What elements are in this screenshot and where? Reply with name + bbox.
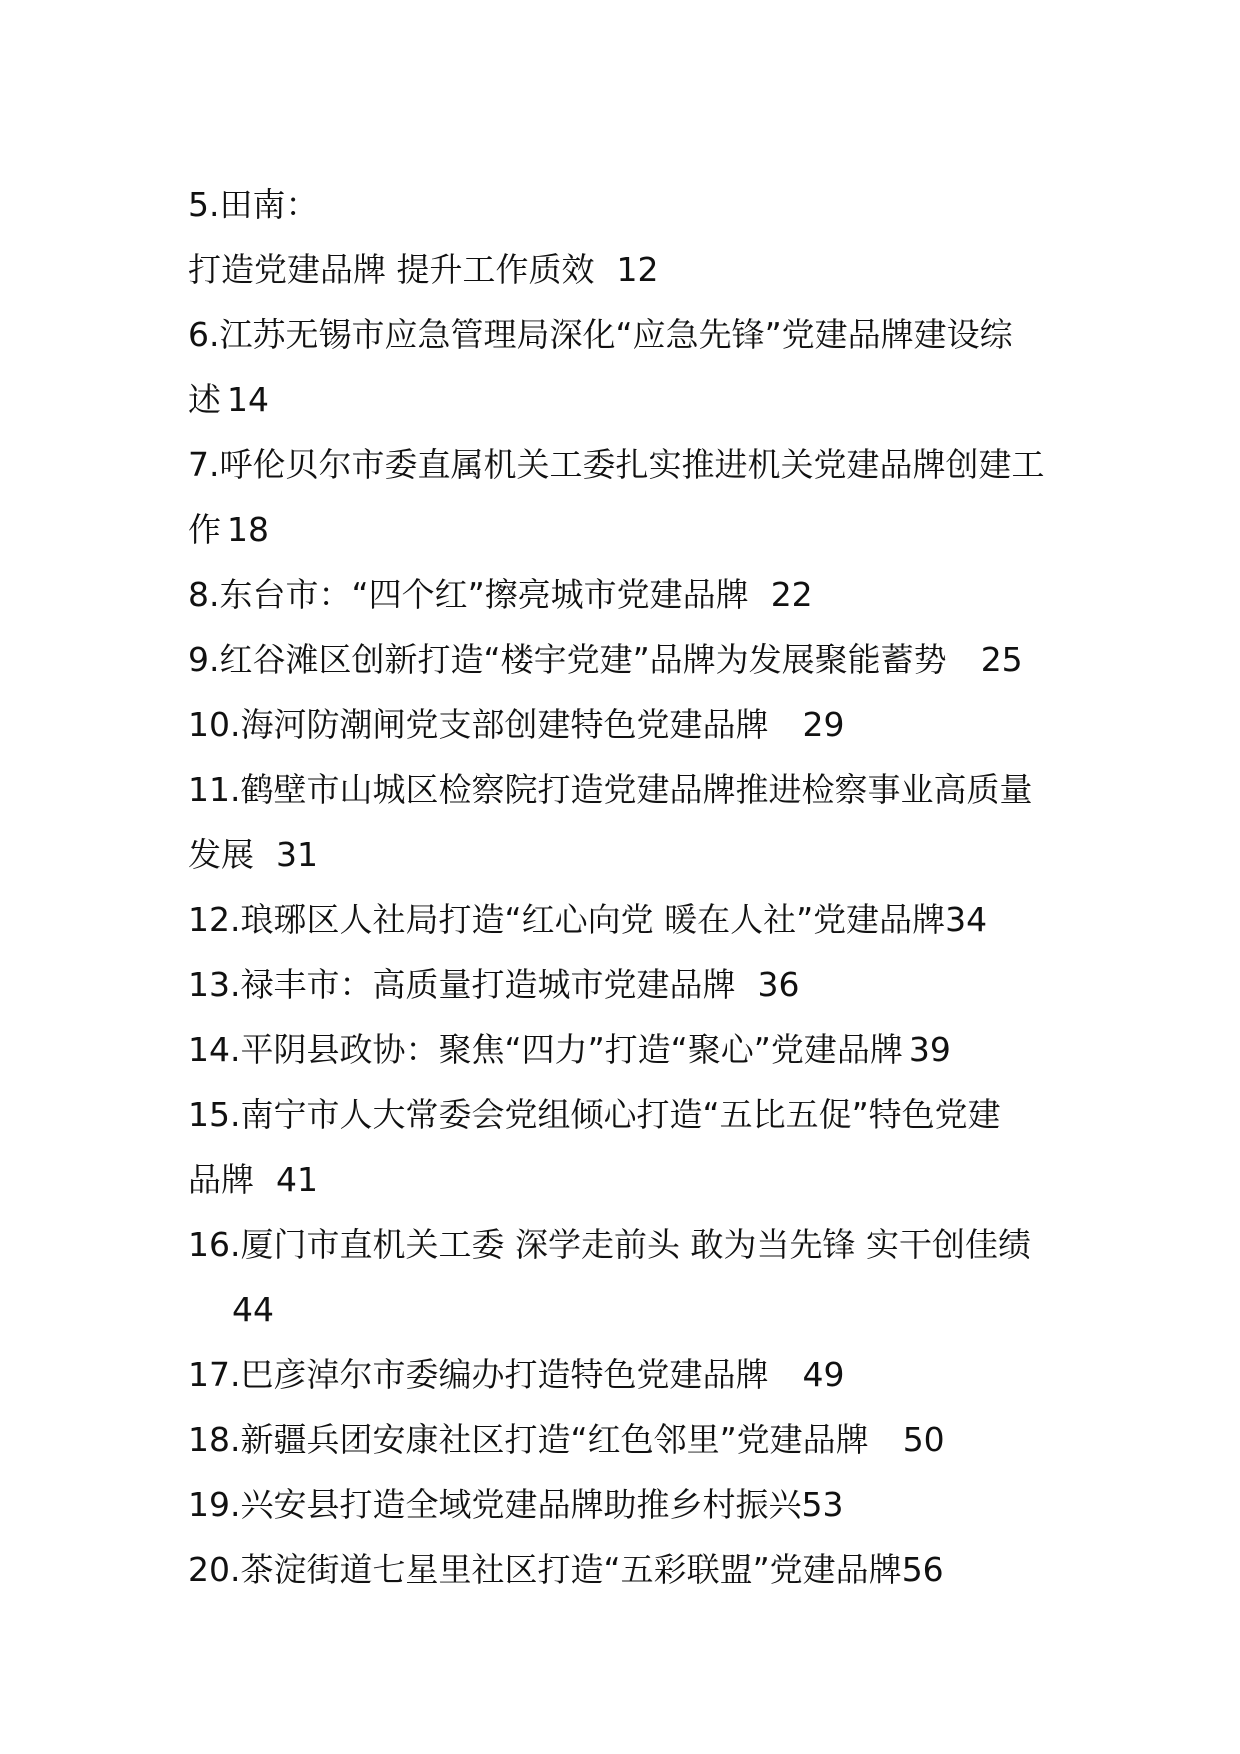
toc-entry-9[interactable] — [188, 627, 1068, 692]
toc-entry-title: 14.平阴县政协：聚焦“四力”打造“聚心”党建品牌 — [188, 1030, 903, 1069]
toc-page-number: 34 — [945, 900, 988, 939]
toc-page-number: 14 — [227, 380, 269, 419]
toc-entry-6-cont[interactable] — [188, 367, 1068, 432]
toc-page-number: 36 — [757, 965, 800, 1004]
toc-entry-6[interactable] — [188, 302, 1068, 367]
toc-entry-20[interactable] — [188, 1537, 1068, 1602]
toc-entry-7[interactable] — [188, 432, 1068, 497]
toc-entry-title: 12.琅琊区人社局打造“红心向党 暖在人社”党建品牌 — [188, 900, 946, 939]
toc-page-number: 25 — [980, 640, 1023, 679]
toc-page-number: 31 — [276, 835, 318, 874]
toc-entry-11-cont[interactable] — [188, 822, 1068, 887]
toc-entry-title: 发展 — [188, 835, 254, 874]
toc-entry-17[interactable] — [188, 1342, 1068, 1407]
toc-entry-title: 8.东台市：“四个红”擦亮城市党建品牌 — [188, 575, 749, 614]
toc-entry-title: 19.兴安县打造全域党建品牌助推乡村振兴 — [188, 1485, 802, 1524]
toc-entry-title: 20.茶淀街道七星里社区打造“五彩联盟”党建品牌 — [188, 1550, 902, 1589]
toc-entry-5-subtitle[interactable] — [188, 237, 1068, 302]
toc-page-number: 49 — [802, 1355, 845, 1394]
toc-entry-title: 13.禄丰市：高质量打造城市党建品牌 — [188, 965, 736, 1004]
toc-entry-title: 16.厦门市直机关工委 深学走前头 敢为当先锋 实干创佳绩 — [188, 1225, 1031, 1264]
toc-entry-8[interactable] — [188, 562, 1068, 627]
toc-page-number: 29 — [802, 705, 845, 744]
toc-entry-13[interactable] — [188, 952, 1068, 1017]
toc-entry-15-cont[interactable] — [188, 1147, 1068, 1212]
toc-entry-title: 5.田南： — [188, 185, 319, 224]
toc-page-number: 12 — [616, 250, 659, 289]
toc-page-number: 39 — [908, 1030, 951, 1069]
toc-page-number: 53 — [801, 1485, 844, 1524]
toc-entry-10[interactable] — [188, 692, 1068, 757]
toc-entry-title: 15.南宁市人大常委会党组倾心打造“五比五促”特色党建 — [188, 1095, 1001, 1134]
toc-entry-14[interactable] — [188, 1017, 1068, 1082]
toc-entry-title: 10.海河防潮闸党支部创建特色党建品牌 — [188, 705, 769, 744]
toc-page-number: 41 — [276, 1160, 318, 1199]
toc-entry-title: 17.巴彦淖尔市委编办打造特色党建品牌 — [188, 1355, 769, 1394]
toc-entry-title: 打造党建品牌 提升工作质效 — [188, 250, 595, 289]
table-of-contents — [188, 172, 1068, 1602]
toc-entry-16[interactable] — [188, 1212, 1068, 1277]
toc-entry-title: 作 — [188, 510, 221, 549]
toc-entry-title: 品牌 — [188, 1160, 254, 1199]
toc-page-number: 18 — [227, 510, 269, 549]
toc-page-number: 50 — [902, 1420, 945, 1459]
toc-entry-5[interactable] — [188, 172, 1068, 237]
toc-entry-11[interactable] — [188, 757, 1068, 822]
toc-page-number: 22 — [770, 575, 813, 614]
toc-entry-title: 9.红谷滩区创新打造“楼宇党建”品牌为发展聚能蓄势 — [188, 640, 947, 679]
toc-entry-title: 18.新疆兵团安康社区打造“红色邻里”党建品牌 — [188, 1420, 869, 1459]
toc-entry-title: 11.鹤壁市山城区检察院打造党建品牌推进检察事业高质量 — [188, 770, 1033, 809]
toc-page-number: 44 — [232, 1290, 274, 1329]
toc-entry-16-cont[interactable] — [188, 1277, 1068, 1342]
toc-entry-15[interactable] — [188, 1082, 1068, 1147]
toc-entry-title: 6.江苏无锡市应急管理局深化“应急先锋”党建品牌建设综 — [188, 315, 1013, 354]
toc-entry-19[interactable] — [188, 1472, 1068, 1537]
toc-page-number: 56 — [901, 1550, 944, 1589]
toc-entry-18[interactable] — [188, 1407, 1068, 1472]
toc-entry-title: 7.呼伦贝尔市委直属机关工委扎实推进机关党建品牌创建工 — [188, 445, 1045, 484]
toc-entry-12[interactable] — [188, 887, 1068, 952]
toc-entry-7-cont[interactable] — [188, 497, 1068, 562]
toc-entry-title: 述 — [188, 380, 221, 419]
